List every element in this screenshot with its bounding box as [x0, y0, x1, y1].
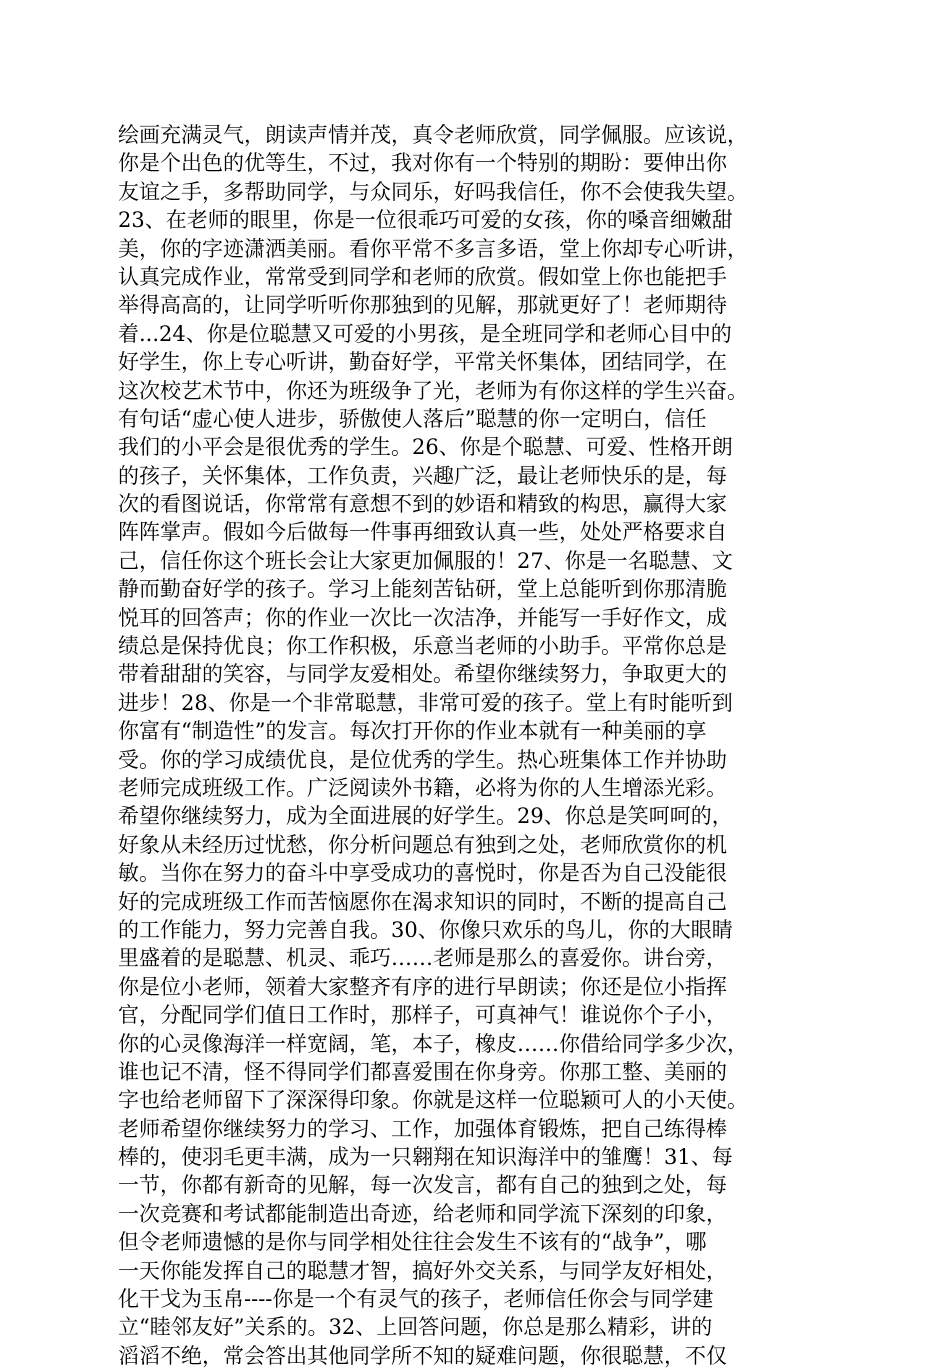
body-text [118, 121, 834, 1370]
text-line: 带着甜甜的笑容，与同学友爱相处。希望你继续努力，争取更大的 [118, 662, 727, 687]
text-line: 字也给老师留下了深深得印象。你就是这样一位聪颖可人的小天使。 [118, 1088, 748, 1113]
text-line: 进步！28、你是一个非常聪慧，非常可爱的孩子。堂上有时能听到 [118, 690, 733, 715]
text-line: 静而勤奋好学的孩子。学习上能刻苦钻研，堂上总能听到你那清脆 [118, 577, 727, 602]
text-line: 己，信任你这个班长会让大家更加佩服的！27、你是一名聪慧、文 [118, 548, 733, 573]
text-line: 一节，你都有新奇的见解，每一次发言，都有自己的独到之处，每 [118, 1173, 727, 1198]
text-line: 的工作能力，努力完善自我。30、你像只欢乐的鸟儿，你的大眼睛 [118, 917, 733, 942]
text-line: 23、在老师的眼里，你是一位很乖巧可爱的女孩，你的嗓音细嫩甜 [118, 208, 733, 233]
text-line: 老师完成班级工作。广泛阅读外书籍，必将为你的人生增添光彩。 [118, 775, 727, 800]
text-line: 好象从未经历过忧愁，你分析问题总有独到之处，老师欣赏你的机 [118, 832, 727, 857]
text-line: 悦耳的回答声；你的作业一次比一次洁净，并能写一手好作文，成 [118, 605, 727, 630]
text-line: 认真完成作业，常常受到同学和老师的欣赏。假如堂上你也能把手 [118, 264, 727, 289]
text-line: 友谊之手，多帮助同学，与众同乐，好吗我信任，你不会使我失望。 [118, 179, 748, 204]
text-line: 敏。当你在努力的奋斗中享受成功的喜悦时，你是否为自己没能很 [118, 861, 727, 886]
text-line: 化干戈为玉帛----你是一个有灵气的孩子，老师信任你会与同学建 [118, 1287, 714, 1312]
text-line: 立“睦邻友好”关系的。32、上回答问题，你总是那么精彩，讲的 [118, 1315, 713, 1340]
text-line: 你富有“制造性”的发言。每次打开你的作业本就有一种美丽的享 [118, 719, 707, 744]
text-line: 这次校艺术节中，你还为班级争了光，老师为有你这样的学生兴奋。 [118, 378, 748, 403]
text-line: 我们的小平会是很优秀的学生。26、你是个聪慧、可爱、性格开朗 [118, 435, 733, 460]
text-line: 一天你能发挥自己的聪慧才智，搞好外交关系，与同学友好相处， [118, 1258, 727, 1283]
text-line: 好学生，你上专心听讲，勤奋好学，平常关怀集体，团结同学，在 [118, 350, 727, 375]
text-line: 里盛着的是聪慧、机灵、乖巧……老师是那么的喜爱你。讲台旁， [118, 946, 727, 971]
text-line: 你是位小老师，领着大家整齐有序的进行早朗读；你还是位小指挥 [118, 974, 727, 999]
text-line: 受。你的学习成绩优良，是位优秀的学生。热心班集体工作并协助 [118, 747, 727, 772]
text-line: 老师希望你继续努力的学习、工作，加强体育锻炼，把自己练得棒 [118, 1116, 727, 1141]
text-line: 次的看图说话，你常常有意想不到的妙语和精致的构思，赢得大家 [118, 492, 727, 517]
text-line: 着...24、你是位聪慧又可爱的小男孩，是全班同学和老师心目中的 [118, 321, 732, 346]
text-line: 一次竞赛和考试都能制造出奇迹，给老师和同学流下深刻的印象， [118, 1201, 727, 1226]
text-line: 阵阵掌声。假如今后做每一件事再细致认真一些，处处严格要求自 [118, 520, 727, 545]
text-line: 举得高高的，让同学听听你那独到的见解，那就更好了！老师期待 [118, 293, 727, 318]
text-line: 绘画充满灵气，朗读声情并茂，真令老师欣赏，同学佩服。应该说， [118, 123, 748, 147]
text-line: 棒的，使羽毛更丰满，成为一只翱翔在知识海洋中的雏鹰！31、每 [118, 1145, 733, 1170]
text-line: 但令老师遗憾的是你与同学相处往往会发生不该有的“战争”，哪 [118, 1230, 707, 1255]
text-line: 你是个出色的优等生，不过，我对你有一个特别的期盼：要伸出你 [118, 151, 727, 176]
text-line: 官，分配同学们值日工作时，那样子，可真神气！谁说你个子小， [118, 1003, 727, 1028]
text-line: 有句话“虚心使人进步，骄傲使人落后”聪慧的你一定明白，信任 [118, 406, 707, 431]
text-line: 希望你继续努力，成为全面进展的好学生。29、你总是笑呵呵的， [118, 804, 733, 829]
text-line: 滔滔不绝，常会答出其他同学所不知的疑难问题，你很聪慧，不仅 [118, 1343, 727, 1368]
text-line: 你的心灵像海洋一样宽阔，笔，本子，橡皮……你借给同学多少次， [118, 1031, 748, 1056]
text-line: 谁也记不清，怪不得同学们都喜爱围在你身旁。你那工整、美丽的 [118, 1059, 727, 1084]
text-line: 的孩子，关怀集体，工作负责，兴趣广泛，最让老师快乐的是，每 [118, 463, 727, 488]
text-line: 美，你的字迹潇洒美丽。看你平常不多言多语，堂上你却专心听讲， [118, 236, 748, 261]
text-line: 好的完成班级工作而苦恼愿你在渴求知识的同时，不断的提高自己 [118, 889, 727, 914]
text-line: 绩总是保持优良；你工作积极，乐意当老师的小助手。平常你总是 [118, 634, 727, 659]
